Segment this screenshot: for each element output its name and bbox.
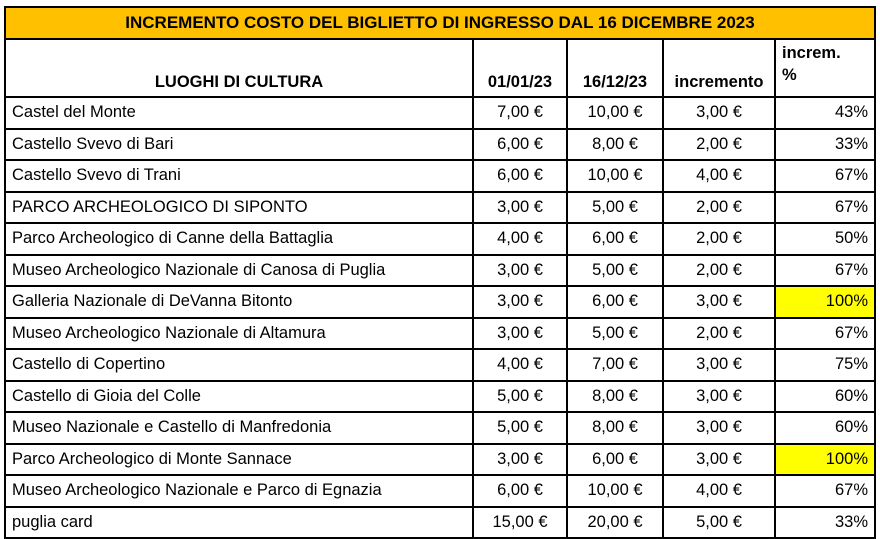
cell-price-new: 6,00 € — [567, 444, 663, 476]
table-row — [5, 412, 875, 444]
table-row — [5, 444, 875, 476]
cell-price-new: 8,00 € — [567, 412, 663, 444]
table-row — [5, 507, 875, 539]
cell-price-old: 6,00 € — [473, 160, 567, 192]
cell-price-new: 20,00 € — [567, 507, 663, 539]
cell-percent: 67% — [775, 255, 875, 287]
cell-price-old: 3,00 € — [473, 192, 567, 224]
cell-increase: 3,00 € — [663, 349, 775, 381]
cell-place-name: puglia card — [5, 507, 473, 539]
cell-price-new: 6,00 € — [567, 223, 663, 255]
cell-price-new: 10,00 € — [567, 475, 663, 507]
cell-increase: 2,00 € — [663, 223, 775, 255]
cell-price-old: 6,00 € — [473, 129, 567, 161]
cell-place-name: Museo Nazionale e Castello di Manfredonia — [5, 412, 473, 444]
cell-place-name: Museo Archeologico Nazionale di Canosa di Puglia — [5, 255, 473, 287]
cell-increase: 3,00 € — [663, 444, 775, 476]
table-row — [5, 255, 875, 287]
cell-price-old: 5,00 € — [473, 381, 567, 413]
cell-percent: 100% — [775, 286, 875, 318]
table-row — [5, 349, 875, 381]
table-row — [5, 475, 875, 507]
cell-increase: 4,00 € — [663, 160, 775, 192]
cell-increase: 5,00 € — [663, 507, 775, 539]
table-row — [5, 192, 875, 224]
cell-place-name: Castello di Gioia del Colle — [5, 381, 473, 413]
cell-increase: 3,00 € — [663, 97, 775, 129]
cell-percent: 60% — [775, 381, 875, 413]
table-row — [5, 223, 875, 255]
cell-percent: 33% — [775, 129, 875, 161]
cell-place-name: PARCO ARCHEOLOGICO DI SIPONTO — [5, 192, 473, 224]
header-new-date: 16/12/23 — [567, 39, 663, 97]
cell-place-name: Castello Svevo di Trani — [5, 160, 473, 192]
cell-percent: 67% — [775, 318, 875, 350]
cell-price-new: 8,00 € — [567, 381, 663, 413]
cell-price-old: 5,00 € — [473, 412, 567, 444]
cell-percent: 67% — [775, 160, 875, 192]
cell-price-new: 10,00 € — [567, 160, 663, 192]
cell-increase: 3,00 € — [663, 381, 775, 413]
header-row — [5, 39, 875, 97]
cell-price-new: 10,00 € — [567, 97, 663, 129]
cell-increase: 2,00 € — [663, 255, 775, 287]
table-row — [5, 129, 875, 161]
header-increase: incremento — [663, 39, 775, 97]
ticket-price-table — [4, 6, 876, 539]
cell-price-old: 6,00 € — [473, 475, 567, 507]
cell-place-name: Castel del Monte — [5, 97, 473, 129]
table-row — [5, 318, 875, 350]
table-row — [5, 160, 875, 192]
cell-price-old: 3,00 € — [473, 318, 567, 350]
table-row — [5, 381, 875, 413]
table-title: INCREMENTO COSTO DEL BIGLIETTO DI INGRESSO DAL 16 DICEMBRE 2023 — [5, 7, 875, 39]
cell-price-new: 6,00 € — [567, 286, 663, 318]
cell-price-old: 3,00 € — [473, 444, 567, 476]
cell-price-new: 5,00 € — [567, 318, 663, 350]
header-percent-line2: % — [782, 66, 797, 84]
cell-price-new: 8,00 € — [567, 129, 663, 161]
header-percent-line1: increm. — [782, 44, 841, 62]
ticket-price-sheet — [4, 6, 874, 539]
cell-increase: 3,00 € — [663, 412, 775, 444]
cell-price-old: 4,00 € — [473, 223, 567, 255]
cell-percent: 33% — [775, 507, 875, 539]
cell-price-new: 5,00 € — [567, 255, 663, 287]
cell-price-new: 7,00 € — [567, 349, 663, 381]
cell-place-name: Castello Svevo di Bari — [5, 129, 473, 161]
cell-increase: 3,00 € — [663, 286, 775, 318]
header-old-date: 01/01/23 — [473, 39, 567, 97]
table-row — [5, 97, 875, 129]
cell-price-old: 7,00 € — [473, 97, 567, 129]
cell-percent: 67% — [775, 475, 875, 507]
cell-price-old: 4,00 € — [473, 349, 567, 381]
cell-increase: 2,00 € — [663, 318, 775, 350]
cell-price-new: 5,00 € — [567, 192, 663, 224]
cell-price-old: 3,00 € — [473, 286, 567, 318]
table-row — [5, 286, 875, 318]
title-row — [5, 7, 875, 39]
cell-percent: 60% — [775, 412, 875, 444]
cell-place-name: Museo Archeologico Nazionale di Altamura — [5, 318, 473, 350]
cell-increase: 4,00 € — [663, 475, 775, 507]
cell-percent: 75% — [775, 349, 875, 381]
cell-place-name: Castello di Copertino — [5, 349, 473, 381]
cell-increase: 2,00 € — [663, 129, 775, 161]
cell-place-name: Museo Archeologico Nazionale e Parco di Egnazia — [5, 475, 473, 507]
header-percent — [775, 39, 875, 97]
cell-price-old: 15,00 € — [473, 507, 567, 539]
cell-place-name: Galleria Nazionale di DeVanna Bitonto — [5, 286, 473, 318]
cell-percent: 50% — [775, 223, 875, 255]
cell-percent: 67% — [775, 192, 875, 224]
cell-increase: 2,00 € — [663, 192, 775, 224]
cell-place-name: Parco Archeologico di Canne della Battaglia — [5, 223, 473, 255]
cell-place-name: Parco Archeologico di Monte Sannace — [5, 444, 473, 476]
table-body — [5, 97, 875, 538]
cell-price-old: 3,00 € — [473, 255, 567, 287]
cell-percent: 43% — [775, 97, 875, 129]
header-place: LUOGHI DI CULTURA — [5, 39, 473, 97]
cell-percent: 100% — [775, 444, 875, 476]
